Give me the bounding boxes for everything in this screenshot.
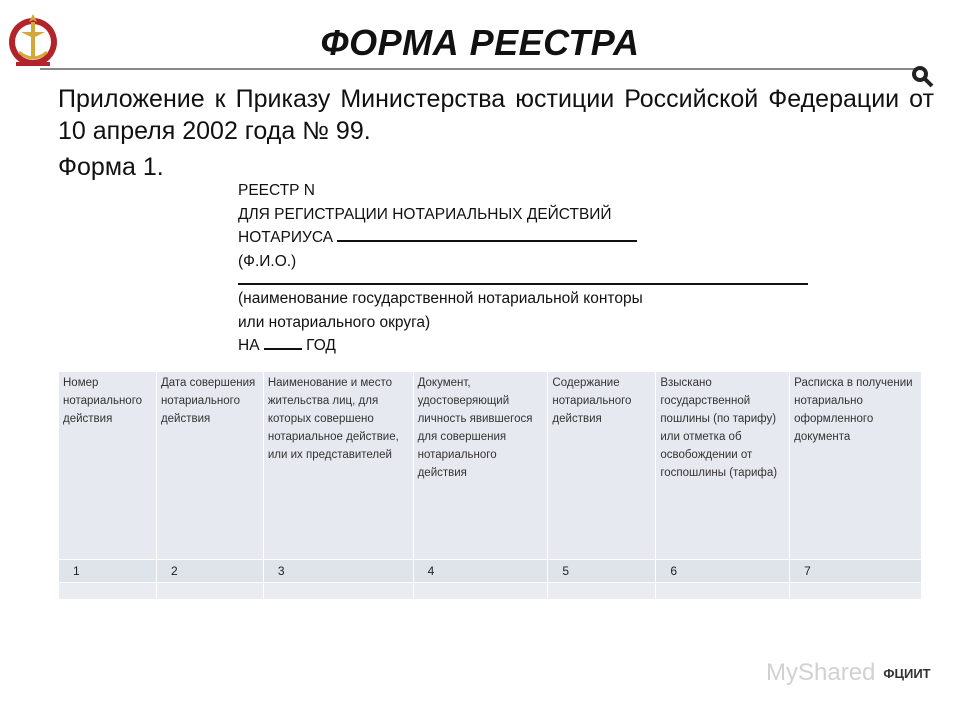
column-number-4: 4 [413,560,548,583]
column-number-1: 1 [59,560,157,583]
blank-cell [263,583,413,600]
watermark-text: MyShared [766,659,876,686]
table-number-row [59,560,922,583]
notary-label: НОТАРИУСА [238,229,334,246]
register-line-5: (наименование государственной нотариальной конторы [238,290,643,307]
column-number-3: 3 [263,560,413,583]
year-prefix: НА [238,337,260,354]
blank-cell [548,583,656,600]
office-name-blank [238,273,808,285]
column-number-7: 7 [790,560,922,583]
header-cell-3: Наименование и место жительства лиц, для которых совершено нотариальное действие, или их представителей [263,372,413,560]
header-cell-4: Документ, удостоверяющий личность явившегося для совершения нотариального действия [413,372,548,560]
page-title: ФОРМА РЕЕСТРА [320,22,640,63]
register-line-2: ДЛЯ РЕГИСТРАЦИИ НОТАРИАЛЬНЫХ ДЕЙСТВИЙ [238,205,612,223]
blank-cell [59,583,157,600]
header-cell-5: Содержание нотариального действия [548,372,656,560]
register-line-3 [238,226,808,250]
table-header-row [59,372,922,560]
header-cell-6: Взыскано государственной пошлины (по тарифу) или отметка об освобождении от госпошлины (тарифа) [656,372,790,560]
register-line-7 [238,334,808,358]
form-number: Форма 1. [58,153,164,181]
notary-name-blank [337,226,637,242]
year-suffix: ГОД [306,337,336,354]
header-cell-2: Дата совершения нотариального действия [156,372,263,560]
table-blank-row [59,583,922,600]
register-line-6: или нотариального округа) [238,313,431,331]
blank-cell [413,583,548,600]
register-line-4: (Ф.И.О.) [238,252,297,270]
column-number-2: 2 [156,560,263,583]
watermark [766,655,931,691]
intro-paragraph: Приложение к Приказу Министерства юстиции Российской Федерации от 10 апреля 2002 года № 99. [58,85,934,145]
register-table [58,371,922,600]
register-line-1: РЕЕСТР N [238,182,316,199]
blank-cell [790,583,922,600]
blank-cell [656,583,790,600]
watermark-small-text: ФЦИИТ [883,665,931,681]
column-number-5: 5 [548,560,656,583]
blank-cell [156,583,263,600]
year-blank [264,334,302,350]
title-divider [40,68,920,70]
column-number-6: 6 [656,560,790,583]
register-heading [238,179,808,358]
header-cell-1: Номер нотариального действия [59,372,157,560]
header-cell-7: Расписка в получении нотариально оформленного документа [790,372,922,560]
